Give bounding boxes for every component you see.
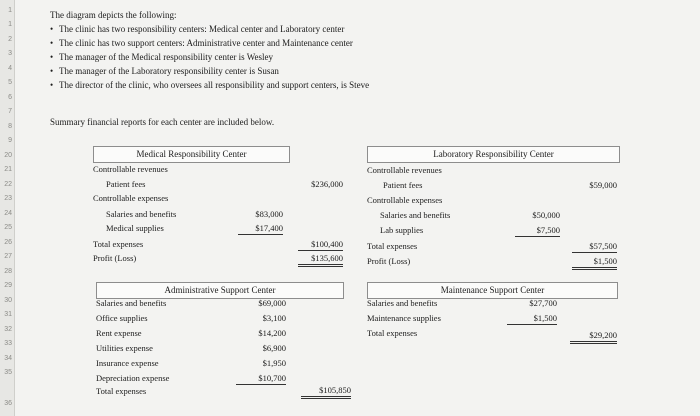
row-number: 6 <box>8 94 12 101</box>
row-number: 5 <box>8 79 12 86</box>
medical-total-expenses-label: Total expenses <box>93 239 144 249</box>
laboratory-patient-fees-value: $59,000 <box>589 180 617 190</box>
laboratory-supplies-value: $7,500 <box>515 224 560 237</box>
row-number: 27 <box>4 253 12 260</box>
row-number: 9 <box>8 137 12 144</box>
row-number: 20 <box>4 152 12 159</box>
row-number: 22 <box>4 181 12 188</box>
medical-salaries-label: Salaries and benefits <box>106 209 177 219</box>
row-number: 26 <box>4 239 12 246</box>
row-number: 3 <box>8 50 12 57</box>
medical-supplies-label: Medical supplies <box>106 223 164 233</box>
row-number: 29 <box>4 282 12 289</box>
medical-center-title: Medical Responsibility Center <box>93 146 290 163</box>
row-number: 36 <box>4 400 12 407</box>
row-number: 24 <box>4 210 12 217</box>
laboratory-profit-value: $1,500 <box>572 255 617 270</box>
maintenance-supplies-label: Maintenance supplies <box>367 313 441 323</box>
admin-row-value: $10,700 <box>236 372 286 385</box>
laboratory-total-expenses-value: $57,500 <box>572 240 617 253</box>
row-number: 1 <box>8 21 12 28</box>
admin-row-value: $69,000 <box>258 298 286 308</box>
medical-salaries-value: $83,000 <box>255 209 283 219</box>
medical-patient-fees-label: Patient fees <box>106 179 146 189</box>
laboratory-center-title: Laboratory Responsibility Center <box>367 146 620 163</box>
row-number: 32 <box>4 326 12 333</box>
medical-controllable-revenues-label: Controllable revenues <box>93 164 168 174</box>
intro-bullet-list <box>50 22 369 92</box>
intro-bullet: • The director of the clinic, who oversees all responsibility and support centers, is Steve <box>50 78 369 92</box>
laboratory-controllable-expenses-label: Controllable expenses <box>367 195 443 205</box>
admin-total-value: $105,850 <box>301 384 351 399</box>
row-number: 21 <box>4 166 12 173</box>
laboratory-controllable-revenues-label: Controllable revenues <box>367 165 442 175</box>
intro-bullet: • The clinic has two responsibility centers: Medical center and Laboratory center <box>50 22 369 36</box>
maintenance-supplies-value: $1,500 <box>507 312 557 325</box>
admin-row-value: $6,900 <box>262 343 286 353</box>
intro-block <box>50 8 369 92</box>
intro-bullet: • The manager of the Medical responsibility center is Wesley <box>50 50 369 64</box>
admin-row-label: Utilities expense <box>96 343 153 353</box>
medical-supplies-value: $17,400 <box>238 222 283 235</box>
row-number: 35 <box>4 369 12 376</box>
maintenance-salaries-label: Salaries and benefits <box>367 298 438 308</box>
medical-profit-value: $135,600 <box>298 252 343 267</box>
admin-row-label: Depreciation expense <box>96 373 170 383</box>
row-number-gutter <box>0 0 15 416</box>
maintenance-center-title: Maintenance Support Center <box>367 282 618 299</box>
row-number: 25 <box>4 224 12 231</box>
maintenance-total-value: $29,200 <box>570 329 617 344</box>
row-number: 31 <box>4 311 12 318</box>
summary-line: Summary financial reports for each center are included below. <box>50 117 275 127</box>
laboratory-patient-fees-label: Patient fees <box>383 180 423 190</box>
laboratory-salaries-label: Salaries and benefits <box>380 210 451 220</box>
medical-patient-fees-value: $236,000 <box>311 179 343 189</box>
admin-support-center-report <box>96 282 366 402</box>
admin-row-value: $3,100 <box>262 313 286 323</box>
medical-center-report <box>93 146 363 266</box>
maintenance-salaries-value: $27,700 <box>529 298 557 308</box>
row-number: 2 <box>8 36 12 43</box>
admin-row-label: Insurance expense <box>96 358 159 368</box>
medical-controllable-expenses-label: Controllable expenses <box>93 193 169 203</box>
intro-bullet: • The manager of the Laboratory responsibility center is Susan <box>50 64 369 78</box>
row-number: 4 <box>8 65 12 72</box>
admin-row-label: Rent expense <box>96 328 142 338</box>
row-number: 30 <box>4 297 12 304</box>
laboratory-supplies-label: Lab supplies <box>380 225 424 235</box>
maintenance-total-label: Total expenses <box>367 328 418 338</box>
row-number: 7 <box>8 108 12 115</box>
intro-bullet: • The clinic has two support centers: Administrative center and Maintenance center <box>50 36 369 50</box>
maintenance-support-center-report <box>367 282 627 352</box>
admin-total-label: Total expenses <box>96 386 147 396</box>
row-number: 23 <box>4 195 12 202</box>
laboratory-profit-label: Profit (Loss) <box>367 256 411 266</box>
intro-heading: The diagram depicts the following: <box>50 10 177 20</box>
admin-row-label: Salaries and benefits <box>96 298 167 308</box>
admin-row-value: $14,200 <box>258 328 286 338</box>
medical-total-expenses-value: $100,400 <box>298 238 343 251</box>
row-number: 8 <box>8 123 12 130</box>
laboratory-total-expenses-label: Total expenses <box>367 241 418 251</box>
row-number: 1 <box>8 7 12 14</box>
laboratory-center-report <box>367 146 627 271</box>
row-number: 28 <box>4 268 12 275</box>
admin-center-title: Administrative Support Center <box>96 282 344 299</box>
row-number: 34 <box>4 355 12 362</box>
admin-row-value: $1,950 <box>262 358 286 368</box>
row-number: 33 <box>4 340 12 347</box>
laboratory-salaries-value: $50,000 <box>532 210 560 220</box>
admin-row-label: Office supplies <box>96 313 148 323</box>
medical-profit-label: Profit (Loss) <box>93 253 137 263</box>
